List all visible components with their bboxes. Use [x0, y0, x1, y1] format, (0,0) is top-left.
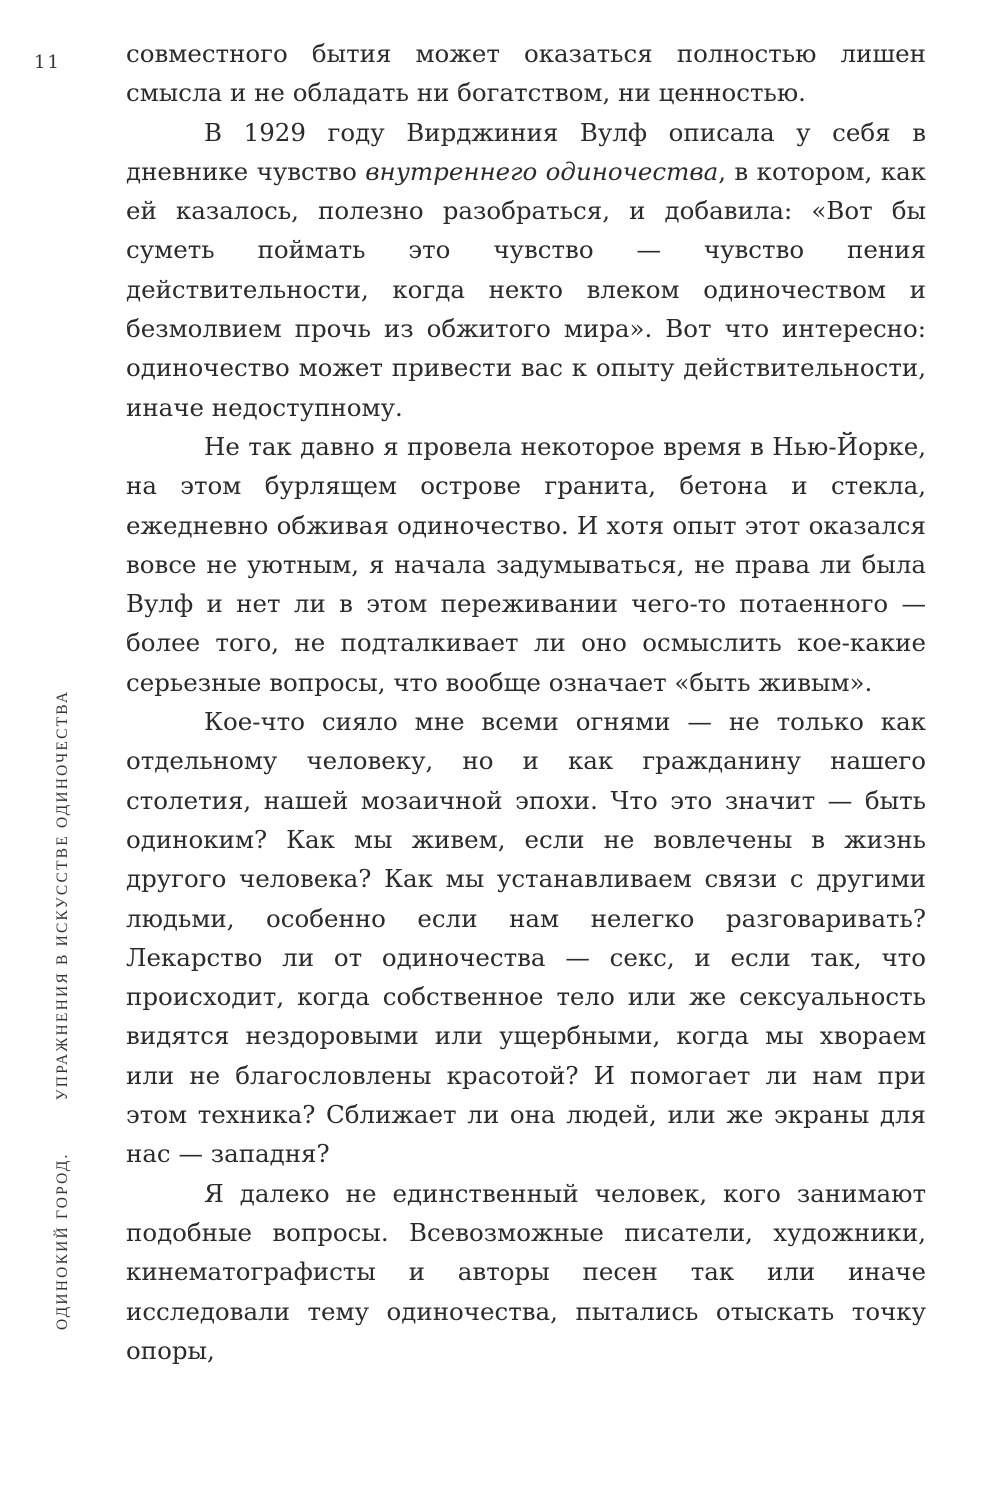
running-head-subtitle: УПРАЖНЕНИЯ В ИСКУССТВЕ ОДИНОЧЕСТВА	[54, 689, 71, 1101]
running-head-book-title: ОДИНОКИЙ ГОРОД.	[54, 1152, 71, 1330]
paragraph-2-part-1: В 1929 году Вирджиния Вулф описала у себя в дневнике чувство	[126, 117, 926, 186]
page-number: 11	[34, 52, 61, 73]
running-head-text	[54, 690, 72, 1330]
paragraph-3: Не так давно я провела некоторое время в Нью-Йорке, на этом бурлящем острове гранита, бетона и стекла, ежедневно обживая одиночество. И хотя опыт этот оказался вовсе не уютным, я начала задумываться, не права ли была Вулф и нет ли в этом переживании чего-то потаенного — более того, не подталкивает ли оно осмыслить кое-какие серьезные вопросы, что вообще означает «быть живым».	[126, 431, 926, 697]
paragraph-4: Кое-что сияло мне всеми огнями — не только как отдельному человеку, но и как гражданину нашего столетия, нашей мозаичной эпохи. Что это значит — быть одиноким? Как мы живем, если не вовлечены в жизнь другого человека? Как мы устанавливаем связи с другими людьми, особенно если нам нелегко разговаривать? Лекарство ли от одиночества — секс, и если так, что происходит, когда собственное тело или же сексуальность видятся нездоровыми или ущербными, когда мы хвораем или не благословлены красотой? И помогает ли нам при этом техника? Сближает ли она людей, или же экраны для нас — западня?	[126, 707, 926, 1169]
main-text	[126, 34, 926, 1370]
paragraph-1: совместного бытия может оказаться полностью лишен смысла и не обладать ни богатством, ни ценностью.	[126, 39, 926, 108]
paragraph-5: Я далеко не единственный человек, кого занимают подобные вопросы. Всевозможные писатели, художники, кинематографисты и авторы песен так или иначе исследовали тему одиночества, пытались отыскать точку опоры,	[126, 1178, 926, 1365]
paragraph-2-emphasis: внутреннего одиночества	[365, 156, 719, 186]
paragraph-2	[126, 113, 926, 427]
paragraph-2-part-2: , в котором, как ей казалось, полезно разобраться, и добавила: «Вот бы суметь поймать это чувство — чувство пения действительности, когда некто влеком одиночеством и безмолвием прочь из обжитого мира». Вот что интересно: одиночество может привести вас к опыту действительности, иначе недоступному.	[126, 156, 926, 422]
